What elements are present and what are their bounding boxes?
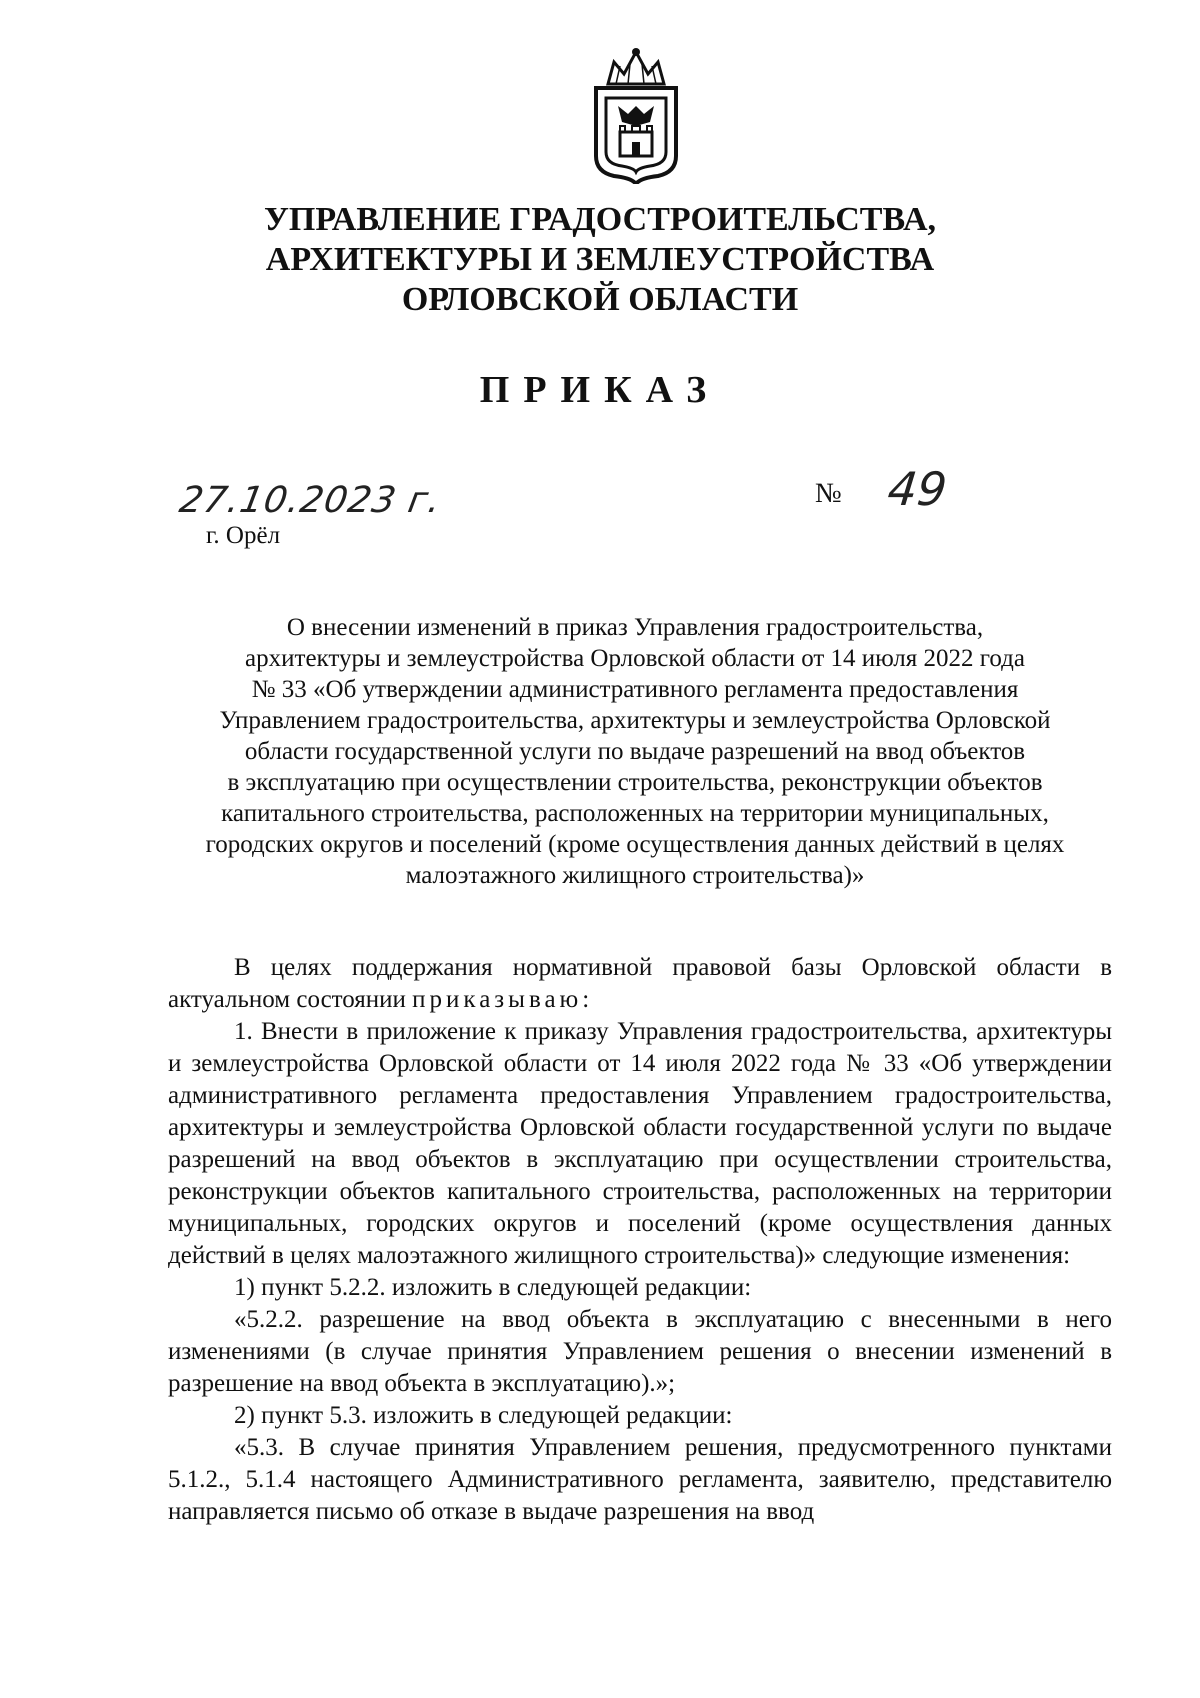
order-word: приказываю: [412, 986, 594, 1013]
subject-line: капитального строительства, расположенных на территории муниципальных, [221, 800, 1049, 827]
document-type-heading: ПРИКАЗ [479, 369, 721, 411]
organization-title [200, 200, 1000, 320]
org-title-line-3: ОРЛОВСКОЙ ОБЛАСТИ [401, 281, 799, 318]
org-title-line-1: УПРАВЛЕНИЕ ГРАДОСТРОИТЕЛЬСТВА, [263, 201, 937, 238]
subject-line: городских округов и поселений (кроме осуществления данных действий в целях [205, 831, 1065, 858]
subitem-1-heading: 1) пункт 5.2.2. изложить в следующей редакции: [234, 1274, 752, 1301]
org-title-line-2: АРХИТЕКТУРЫ И ЗЕМЛЕУСТРОЙСТВА [265, 241, 935, 278]
subject-line: № 33 «Об утверждении административного регламента предоставления [251, 676, 1019, 703]
order-body [168, 952, 1112, 1528]
intro-text: В целях поддержания нормативной правовой базы Орловской области в актуальном состоянии [168, 954, 1112, 1013]
order-subject [160, 612, 1110, 891]
handwritten-date: 27.10.2023 г. [176, 480, 445, 521]
subitem-1-text: «5.2.2. разрешение на ввод объекта в эксплуатацию с внесенными в него изменениями (в случае принятия Управлением решения о внесении изменений в разрешение на ввод объекта в эксплуатацию).»; [168, 1306, 1112, 1397]
item-1-paragraph: 1. Внести в приложение к приказу Управления градостроительства, архитектуры и землеустройства Орловской области от 14 июля 2022 года № 33 «Об утверждении административного регламента предоставления Управлением градостроительства, архитектуры и землеустройства Орловской области государственной услуги по выдаче разрешений на ввод объектов в эксплуатацию при осуществлении строительства, реконструкции объектов капитального строительства, расположенных на территории муниципальных, городских округов и поселений (кроме осуществления данных действий в целях малоэтажного жилищного строительства)» следующие изменения: [168, 1018, 1112, 1269]
intro-paragraph [168, 952, 1112, 1016]
subject-line: О внесении изменений в приказ Управления градостроительства, [286, 614, 984, 641]
subject-line: Управлением градостроительства, архитектуры и землеустройства Орловской [219, 707, 1051, 734]
subject-line: малоэтажного жилищного строительства)» [405, 862, 865, 889]
subject-line: области государственной услуги по выдаче разрешений на ввод объектов [244, 738, 1026, 765]
subject-line: в эксплуатацию при осуществлении строительства, реконструкции объектов [227, 769, 1043, 796]
subitem-2-text: «5.3. В случае принятия Управлением решения, предусмотренного пунктами 5.1.2., 5.1.4 настоящего Административного регламента, заявителю, представителю направляется письмо об отказе в выдаче разрешения на ввод [168, 1434, 1112, 1525]
city-label: г. Орёл [206, 522, 281, 549]
number-sign: № [815, 478, 842, 509]
subitem-2-heading: 2) пункт 5.3. изложить в следующей редакции: [234, 1402, 733, 1429]
subject-line: архитектуры и землеустройства Орловской области от 14 июля 2022 года [245, 645, 1025, 672]
orel-region-coat-of-arms-icon [588, 44, 684, 184]
handwritten-order-number: 49 [885, 462, 950, 516]
